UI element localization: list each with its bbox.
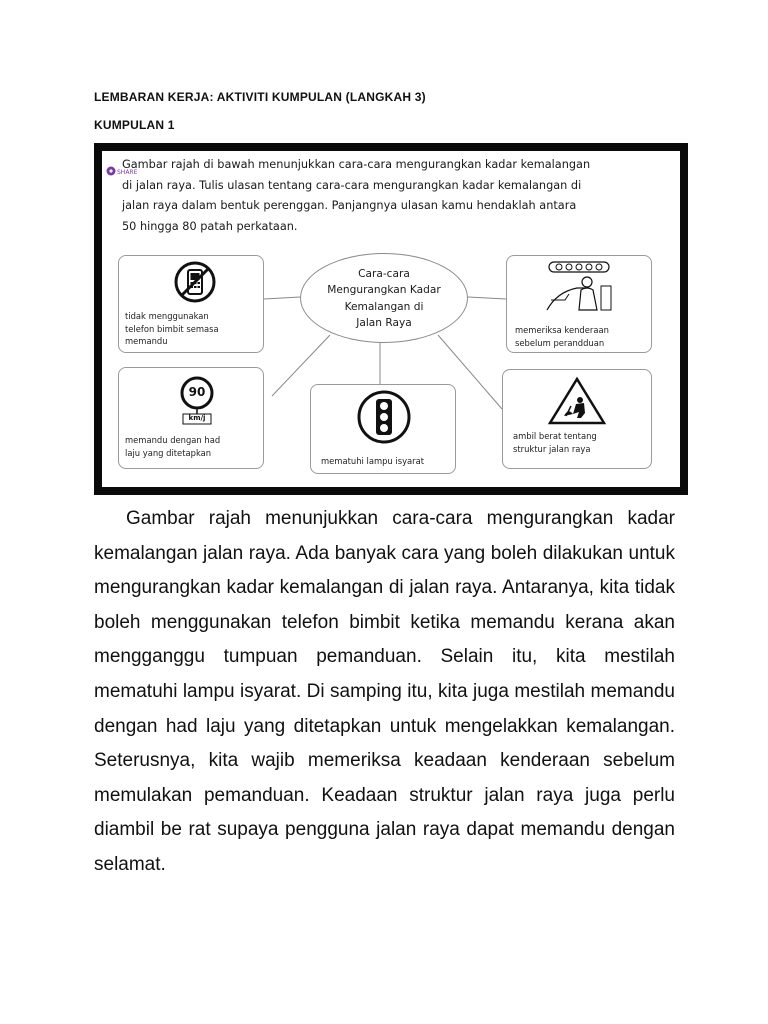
caption-line: struktur jalan raya <box>513 443 591 454</box>
road-work-sign-icon <box>547 376 607 426</box>
group-label: KUMPULAN 1 <box>94 118 175 132</box>
traffic-caption: mematuhi lampu isyarat <box>321 456 425 466</box>
no-phone-icon <box>173 260 217 304</box>
caption-line: memandu dengan had <box>125 435 221 445</box>
center-line: Kemalangan di <box>344 300 424 313</box>
worksheet-figure <box>94 143 688 495</box>
speed-caption <box>125 434 220 459</box>
figure-content <box>102 151 680 487</box>
center-topic <box>300 253 468 343</box>
center-line: Jalan Raya <box>356 317 412 330</box>
road-caption <box>513 430 597 455</box>
box-road-structure <box>502 369 652 469</box>
caption-line: telefon bimbit semasa <box>125 323 219 334</box>
box-no-phone <box>118 255 264 353</box>
caption-line: laju yang ditetapkan <box>125 447 212 458</box>
caption-line: ambil berat tentang <box>513 431 597 441</box>
traffic-light-icon <box>356 389 412 445</box>
caption-line: memeriksa kenderaan <box>515 325 609 335</box>
center-line: Cara-cara <box>358 268 410 280</box>
caption-line: memandu <box>125 336 168 346</box>
phone-caption <box>125 310 219 348</box>
svg-text:SHARE: SHARE <box>117 169 138 176</box>
worksheet-title: LEMBARAN KERJA: AKTIVITI KUMPULAN (LANGKAH 3) <box>94 90 426 104</box>
center-line: Mengurangkan Kadar <box>327 284 441 297</box>
box-inspect-vehicle <box>506 255 652 353</box>
essay-paragraph: Gambar rajah menunjukkan cara-cara mengurangkan kadar kemalangan jalan raya. Ada banyak cara yang boleh dilakukan untuk mengurangkan kadar kemalangan di jalan raya. Antaranya, kita tidak boleh menggunakan telefon bimbit ketika memandu kerana akan mengganggu tumpuan pemanduan. Selain itu, kita mestilah mematuhi lampu isyarat. Di samping itu, kita juga mestilah memandu dengan had laju yang ditetapkan untuk mengelakkan kemalangan. Seterusnya, kita wajib memeriksa keadaan kenderaan sebelum memulakan pemanduan. Keadaan struktur jalan raya juga perlu diambil be rat supaya pengguna jalan raya dapat memandu dengan selamat. <box>94 508 675 875</box>
instruction-line: jalan raya dalam bentuk perenggan. Panjangnya ulasan kamu hendaklah antara <box>122 199 577 212</box>
speed-unit: km/j <box>188 414 206 422</box>
caption-line: sebelum perandduan <box>515 337 605 348</box>
mechanic-icon <box>543 260 615 316</box>
box-speed-limit <box>118 367 264 469</box>
caption-line: tidak menggunakan <box>125 311 209 321</box>
inspect-caption <box>515 324 609 349</box>
speed-number: 90 <box>188 385 206 399</box>
box-traffic-light <box>310 384 456 474</box>
instruction-text <box>122 155 682 237</box>
instruction-line: Gambar rajah di bawah menunjukkan cara-cara mengurangkan kadar kemalangan <box>122 158 591 171</box>
instruction-line: 50 hingga 80 patah perkataan. <box>122 219 298 233</box>
center-text <box>301 266 467 332</box>
instruction-line: di jalan raya. Tulis ulasan tentang cara-cara mengurangkan kadar kemalangan di <box>122 178 582 192</box>
